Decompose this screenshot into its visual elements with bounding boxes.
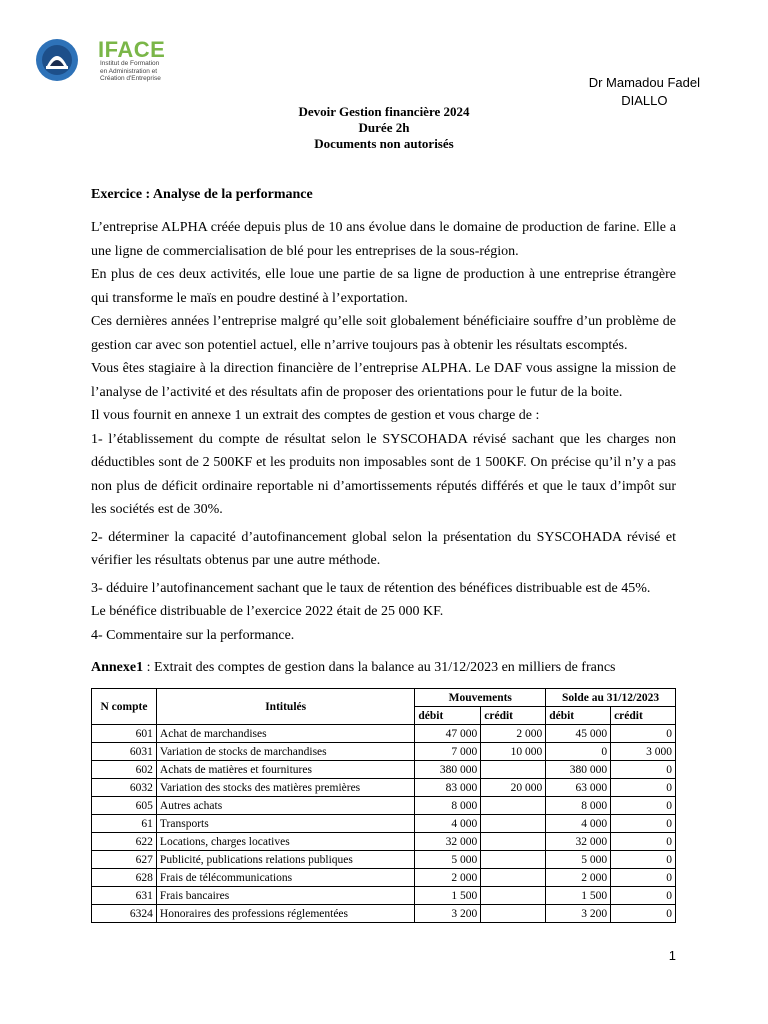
table-cell: 601: [92, 725, 157, 743]
table-cell: 32 000: [546, 833, 611, 851]
table-cell: 3 200: [415, 905, 481, 923]
iface-logo: [34, 38, 174, 84]
annex-caption-text: : Extrait des comptes de gestion dans la balance au 31/12/2023 en milliers de francs: [143, 660, 616, 675]
exercise-title: Exercice : Analyse de la performance: [91, 187, 313, 202]
table-cell: 0: [611, 725, 676, 743]
table-cell: 0: [611, 869, 676, 887]
table-cell: 32 000: [415, 833, 481, 851]
table-cell: Frais bancaires: [156, 887, 414, 905]
table-cell: 2 000: [415, 869, 481, 887]
table-cell: 83 000: [415, 779, 481, 797]
table-cell: 63 000: [546, 779, 611, 797]
paragraph: L’entreprise ALPHA créée depuis plus de 10 ans évolue dans le domaine de production de farine. Elle a une ligne de commercialisation de blé pour les entreprises de la sous-région.: [91, 220, 676, 259]
exam-duration: Durée 2h: [358, 120, 410, 135]
table-row: [92, 815, 676, 833]
logo-name: IFACE: [98, 37, 166, 62]
table-cell: 0: [611, 815, 676, 833]
table-cell: 0: [611, 887, 676, 905]
table-cell: [481, 905, 546, 923]
table-cell: 3 200: [546, 905, 611, 923]
table-cell: 6031: [92, 743, 157, 761]
page-number: 1: [668, 948, 676, 963]
table-cell: Publicité, publications relations publiques: [156, 851, 414, 869]
table-cell: 380 000: [415, 761, 481, 779]
logo-subtitle-line: Institut de Formation: [100, 60, 160, 67]
paragraph: Vous êtes stagiaire à la direction financière de l’entreprise ALPHA. Le DAF vous assigne la mission de l’analyse de l’activité et des résultats afin de proposer des orientations pour le futur de la boite.: [91, 361, 676, 400]
table-cell: 5 000: [415, 851, 481, 869]
table-cell: Locations, charges locatives: [156, 833, 414, 851]
table-cell: 7 000: [415, 743, 481, 761]
table-cell: Autres achats: [156, 797, 414, 815]
table-cell: 0: [611, 833, 676, 851]
table-cell: 6324: [92, 905, 157, 923]
table-cell: 6032: [92, 779, 157, 797]
table-cell: 4 000: [546, 815, 611, 833]
table-cell: Variation des stocks des matières premières: [156, 779, 414, 797]
table-cell: 627: [92, 851, 157, 869]
table-cell: 605: [92, 797, 157, 815]
question-3: 3- déduire l’autofinancement sachant que le taux de rétention des bénéfices distribuable est de 45%.: [91, 580, 651, 596]
table-cell: 47 000: [415, 725, 481, 743]
author-line: Dr Mamadou Fadel: [588, 75, 700, 90]
table-cell: 0: [611, 905, 676, 923]
annex-label: Annexe1: [91, 660, 144, 675]
table-cell: Honoraires des professions réglementées: [156, 905, 414, 923]
header-balance: Solde au 31/12/2023: [546, 689, 676, 707]
table-row: [92, 761, 676, 779]
header-debit: débit: [415, 707, 481, 725]
table-cell: 0: [611, 851, 676, 869]
table-cell: 602: [92, 761, 157, 779]
table-cell: Achats de matières et fournitures: [156, 761, 414, 779]
exam-heading: [0, 104, 768, 152]
table-cell: 20 000: [481, 779, 546, 797]
table-cell: Frais de télécommunications: [156, 869, 414, 887]
table-cell: 2 000: [546, 869, 611, 887]
table-cell: 4 000: [415, 815, 481, 833]
table-cell: [481, 887, 546, 905]
logo-subtitle: [100, 60, 180, 83]
header-credit: crédit: [611, 707, 676, 725]
table-cell: 8 000: [546, 797, 611, 815]
annex-table-body: [92, 725, 676, 923]
question-2: 2- déterminer la capacité d’autofinancement global selon la présentation du SYSCOHADA révisé et vérifier les résultats obtenus par une autre méthode.: [91, 529, 676, 568]
table-cell: 2 000: [481, 725, 546, 743]
table-cell: [481, 815, 546, 833]
table-cell: 3 000: [611, 743, 676, 761]
paragraph: En plus de ces deux activités, elle loue une partie de sa ligne de production à une entreprise étrangère qui transforme le maïs en poudre destiné à l’exportation.: [91, 267, 676, 306]
table-row: [92, 743, 676, 761]
table-cell: [481, 833, 546, 851]
exercise-body: [91, 216, 676, 647]
annex-caption: [91, 660, 616, 676]
header-movements: Mouvements: [415, 689, 546, 707]
table-cell: [481, 869, 546, 887]
exam-docs-rule: Documents non autorisés: [314, 136, 454, 151]
table-cell: 1 500: [415, 887, 481, 905]
header-account: N compte: [92, 689, 157, 725]
table-cell: [481, 797, 546, 815]
table-cell: [481, 851, 546, 869]
table-cell: Transports: [156, 815, 414, 833]
table-row: [92, 887, 676, 905]
table-cell: 380 000: [546, 761, 611, 779]
paragraph: Ces dernières années l’entreprise malgré qu’elle soit globalement bénéficiaire souffre d’un problème de gestion car avec son potentiel actuel, elle n’arrive toujours pas à obtenir les résultats escomptés.: [91, 314, 676, 353]
annex-table: [91, 688, 676, 923]
table-cell: 5 000: [546, 851, 611, 869]
question-1: 1- l’établissement du compte de résultat selon le SYSCOHADA révisé sachant que les charges non déductibles sont de 2 500KF et les produits non imposables sont de 1 500KF. On précise qu’il n’y a pas non plus de déficit ordinaire reportable ni d’amortissements réputés différés et que le taux d’impôt sur les sociétés est de 30%.: [91, 431, 676, 517]
table-cell: 10 000: [481, 743, 546, 761]
table-row: [92, 797, 676, 815]
table-cell: 0: [611, 797, 676, 815]
table-row: [92, 905, 676, 923]
table-row: [92, 725, 676, 743]
table-cell: 0: [546, 743, 611, 761]
table-row: [92, 851, 676, 869]
table-cell: Variation de stocks de marchandises: [156, 743, 414, 761]
table-cell: 622: [92, 833, 157, 851]
table-cell: 631: [92, 887, 157, 905]
header-credit: crédit: [481, 707, 546, 725]
question-4: 4- Commentaire sur la performance.: [91, 627, 295, 643]
table-cell: 0: [611, 779, 676, 797]
table-row: [92, 869, 676, 887]
table-row: [92, 833, 676, 851]
table-cell: 0: [611, 761, 676, 779]
table-row: [92, 779, 676, 797]
logo-subtitle-line: Création d'Entreprise: [100, 75, 161, 82]
table-cell: [481, 761, 546, 779]
table-cell: 45 000: [546, 725, 611, 743]
table-cell: Achat de marchandises: [156, 725, 414, 743]
table-cell: 628: [92, 869, 157, 887]
table-cell: 1 500: [546, 887, 611, 905]
paragraph: Le bénéfice distribuable de l’exercice 2022 était de 25 000 KF.: [91, 604, 444, 619]
header-label: Intitulés: [156, 689, 414, 725]
table-cell: 61: [92, 815, 157, 833]
logo-subtitle-line: en Administration et: [100, 67, 158, 75]
table-cell: 8 000: [415, 797, 481, 815]
header-debit: débit: [546, 707, 611, 725]
iface-emblem-icon: [34, 38, 80, 82]
exam-title: Devoir Gestion financière 2024: [298, 104, 470, 119]
author-line: DIALLO: [621, 93, 668, 108]
paragraph: Il vous fournit en annexe 1 un extrait des comptes de gestion et vous charge de :: [91, 408, 540, 423]
